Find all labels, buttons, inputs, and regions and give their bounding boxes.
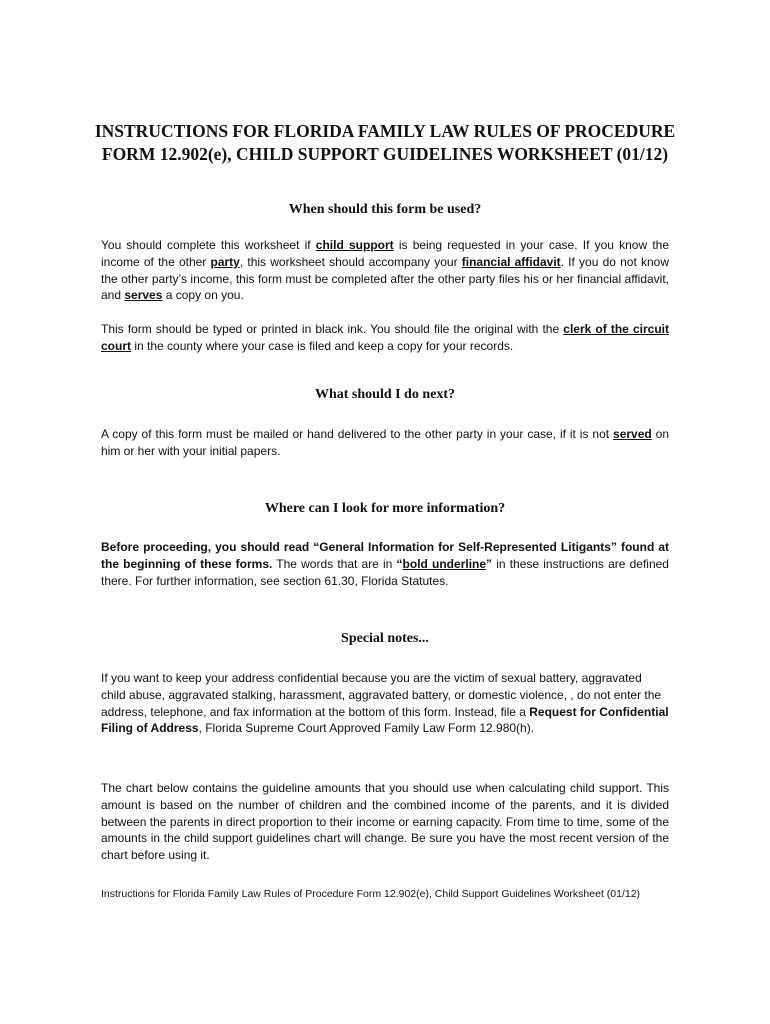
term-serves: serves [124,288,163,303]
term-financial-affidavit: financial affidavit [461,254,561,269]
paragraph-notes-2: The chart below contains the guideline amounts that you should use when calculating child support. This amount is based on the number of children and the combined income of the parents, and it is divided between the parents in direct proportion to their income or earning capacity. From time to time, some of the amounts in the child support guidelines chart will change. Be sure you have the most recent version of the chart before using it. [101,781,669,863]
term-child-support: child support [315,238,394,252]
document-title [60,120,710,166]
heading-more-info: Where can I look for more information? [264,501,506,516]
title-line-1: INSTRUCTIONS FOR FLORIDA FAMILY LAW RULES OF PROCEDURE [94,121,676,141]
paragraph-info-1: Before proceeding, you should read “General Information for Self-Represented Litigants” found at the beginning of these forms. The words that are in “bold underline” in these instructions are defined there. For further information, see section 61.30, Florida Statutes. [101,540,669,588]
heading-what-next: What should I do next? [314,387,456,402]
heading-special-notes: Special notes... [341,631,429,646]
term-clerk-of-circuit-court: clerk of the circuit court [101,322,669,353]
term-party: party [210,254,240,269]
term-request-confidential-filing: Request for Confidential Filing of Address [101,704,669,736]
paragraph-when-1: You should complete this worksheet if child support is being requested in your case. If you know the income of the other party, this worksheet should accompany your financial affidavit. If you do not know the other party’s income, this form must be completed after the other party files his or her financial affidavit, and serves a copy on you. [101,238,670,303]
term-bold-underline: bold underline [402,556,487,571]
heading-when-to-use: When should this form be used? [288,202,482,217]
paragraph-when-2: This form should be typed or printed in black ink. You should file the original with the clerk of the circuit court in the county where your case is filed and keep a copy for your records. [101,322,669,353]
paragraph-notes-1: If you want to keep your address confidential because you are the victim of sexual battery, aggravated child abuse, aggravated stalking, harassment, aggravated battery, or domestic violence, , do not enter the address, telephone, and fax information at the bottom of this form. Instead, file a Request for Confidential Filing of Address, Florida Supreme Court Approved Family Law Form 12.980(h). [101,671,669,736]
paragraph-next-1: A copy of this form must be mailed or hand delivered to the other party in your case, if it is not served on him or her with your initial papers. [101,427,669,458]
general-info-notice: Before proceeding, you should read “General Information for Self-Represented Litigants” found at the beginning of these forms. [101,540,669,571]
term-served: served [613,427,652,441]
title-line-2: FORM 12.902(e), CHILD SUPPORT GUIDELINES WORKSHEET (01/12) [101,144,669,164]
page-footer: Instructions for Florida Family Law Rules of Procedure Form 12.902(e), Child Support Guidelines Worksheet (01/12) [101,888,641,900]
